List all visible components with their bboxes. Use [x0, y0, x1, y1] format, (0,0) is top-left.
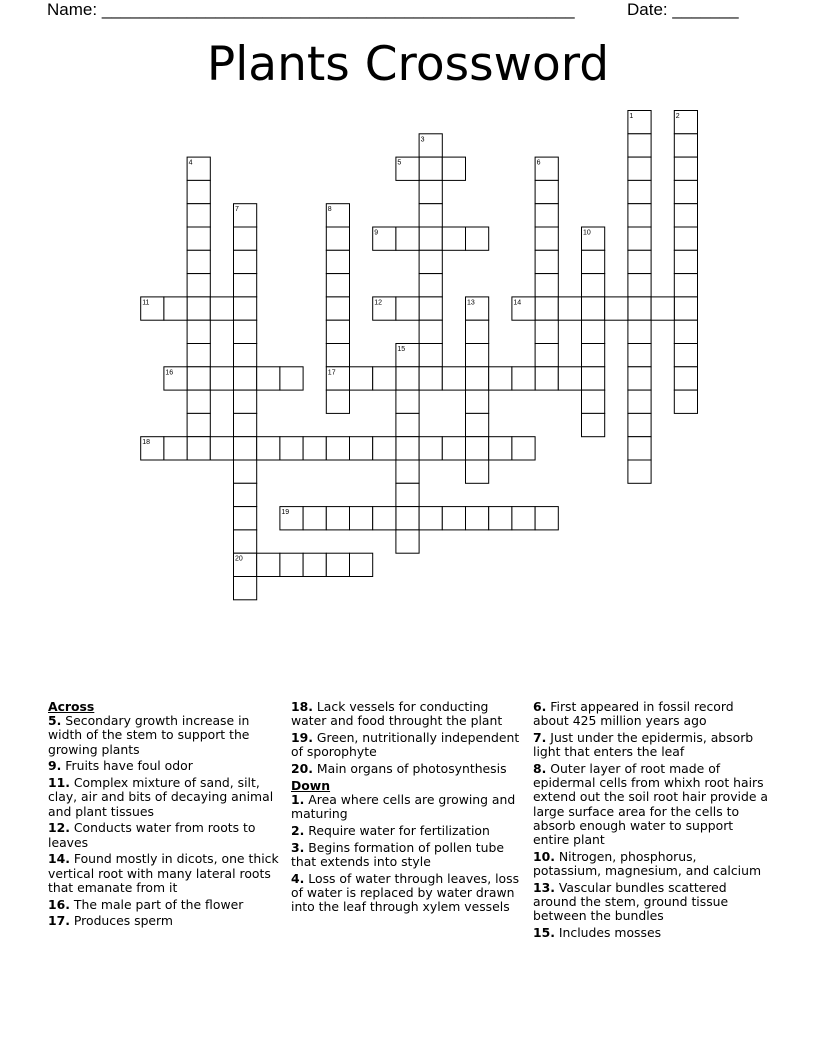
grid-cell[interactable] — [396, 390, 419, 413]
clue-number-10: 10 — [583, 229, 591, 237]
name-field[interactable] — [47, 0, 575, 20]
grid-cell[interactable] — [582, 297, 605, 320]
grid-cell[interactable] — [234, 204, 257, 227]
grid-cell[interactable] — [350, 367, 373, 390]
clue-down-10: 10. Nitrogen, phosphorus, potassium, magnesium, and calcium — [533, 848, 762, 879]
grid-cell[interactable] — [396, 344, 419, 367]
grid-cell[interactable] — [234, 297, 257, 320]
clues-column-3 — [533, 700, 768, 943]
grid-cell[interactable] — [535, 157, 558, 180]
across-heading: Across — [48, 699, 95, 714]
grid-cell[interactable] — [187, 367, 210, 390]
clue-down-1: 1. Area where cells are growing and maturing — [291, 792, 516, 822]
grid-cell[interactable] — [419, 250, 442, 273]
grid-cell[interactable] — [489, 437, 512, 460]
grid-cell[interactable] — [674, 157, 697, 180]
grid-cell[interactable] — [512, 297, 535, 320]
clue-down-2: 2. Require water for fertilization — [291, 823, 490, 838]
clue-down-13: 13. Vascular bundles scattered around the stem, ground tissue between the bundles — [533, 879, 729, 924]
grid-cell[interactable] — [582, 320, 605, 343]
clue-down-8: 8. Outer layer of root made of epidermal cells from whixh root hairs extend out the soil root hair provide a large surface area for the cells to absorb enough water to support entire plant — [533, 761, 769, 848]
grid-cell[interactable] — [373, 507, 396, 530]
grid-cell[interactable] — [535, 180, 558, 203]
clue-across-20: 20. Main organs of photosynthesis — [291, 761, 507, 776]
grid-cell[interactable] — [396, 437, 419, 460]
grid-cell[interactable] — [326, 297, 349, 320]
grid-cell[interactable] — [628, 297, 651, 320]
grid-cell[interactable] — [628, 204, 651, 227]
grid-cell[interactable] — [187, 344, 210, 367]
grid-cell[interactable] — [628, 437, 651, 460]
grid-cell[interactable] — [234, 530, 257, 553]
grid-cell[interactable] — [396, 413, 419, 436]
grid-cell[interactable] — [396, 460, 419, 483]
grid-cell[interactable] — [187, 274, 210, 297]
grid-cell[interactable] — [628, 274, 651, 297]
grid-cell[interactable] — [210, 297, 233, 320]
grid-cell[interactable] — [326, 507, 349, 530]
grid-cell[interactable] — [419, 437, 442, 460]
grid-cell[interactable] — [234, 483, 257, 506]
clue-number-5: 5 — [397, 159, 402, 167]
grid-cell[interactable] — [234, 460, 257, 483]
grid-cell[interactable] — [187, 250, 210, 273]
grid-cell[interactable] — [535, 274, 558, 297]
grid-cell[interactable] — [303, 437, 326, 460]
clue-number-16: 16 — [165, 369, 174, 377]
down-heading: Down — [291, 777, 331, 793]
grid-cell[interactable] — [535, 344, 558, 367]
grid-cell[interactable] — [280, 367, 303, 390]
grid-cell[interactable] — [628, 413, 651, 436]
clue-across-16: 16. The male part of the flower — [48, 896, 244, 912]
grid-cell[interactable] — [674, 320, 697, 343]
grid-cell[interactable] — [419, 507, 442, 530]
grid-cell[interactable] — [419, 204, 442, 227]
grid-cell[interactable] — [512, 507, 535, 530]
clue-number-14: 14 — [513, 299, 522, 307]
grid-cell[interactable] — [326, 274, 349, 297]
grid-cell[interactable] — [187, 204, 210, 227]
grid-cell[interactable] — [419, 227, 442, 250]
grid-cell[interactable] — [350, 553, 373, 576]
grid-cell[interactable] — [489, 507, 512, 530]
grid-cell[interactable] — [396, 367, 419, 390]
grid-cell[interactable] — [187, 297, 210, 320]
clue-number-9: 9 — [374, 229, 379, 237]
clue-number-11: 11 — [142, 299, 150, 307]
clue-number-15: 15 — [397, 346, 406, 353]
clue-number-7: 7 — [235, 206, 239, 214]
grid-cell[interactable] — [674, 227, 697, 250]
grid-cell[interactable] — [535, 297, 558, 320]
grid-cell[interactable] — [674, 111, 697, 134]
grid-cell[interactable] — [187, 390, 210, 413]
grid-cell[interactable] — [466, 413, 489, 436]
grid-cell[interactable] — [280, 437, 303, 460]
clue-number-19: 19 — [281, 509, 290, 517]
grid-cell[interactable] — [419, 134, 442, 157]
grid-cell[interactable] — [234, 390, 257, 413]
grid-cell[interactable] — [187, 437, 210, 460]
grid-cell[interactable] — [234, 320, 257, 343]
page-title: Plants Crossword — [206, 37, 610, 92]
date-line: _______ — [672, 0, 739, 19]
grid-cell[interactable] — [187, 320, 210, 343]
grid-cell[interactable] — [512, 367, 535, 390]
grid-cell[interactable] — [628, 367, 651, 390]
clue-across-19: 19. Green, nutritionally independent of sporophyte — [291, 730, 520, 760]
grid-cell[interactable] — [234, 577, 257, 600]
clue-number-18: 18 — [142, 439, 150, 447]
grid-cell[interactable] — [419, 180, 442, 203]
grid-cell[interactable] — [326, 344, 349, 367]
grid-cell[interactable] — [628, 250, 651, 273]
grid-cell[interactable] — [466, 507, 489, 530]
grid-cell[interactable] — [396, 507, 419, 530]
grid-cell[interactable] — [535, 204, 558, 227]
grid-cell[interactable] — [419, 344, 442, 367]
grid-cell[interactable] — [628, 157, 651, 180]
grid-cell[interactable] — [674, 134, 697, 157]
grid-cell[interactable] — [628, 180, 651, 203]
grid-cell[interactable] — [442, 437, 465, 460]
grid-cell[interactable] — [651, 297, 674, 320]
grid-cell[interactable] — [280, 553, 303, 576]
grid-cell[interactable] — [234, 250, 257, 273]
clue-across-5: 5. Secondary growth increase in width of the stem to support the growing plants — [48, 713, 250, 757]
grid-cell[interactable] — [466, 390, 489, 413]
grid-cell[interactable] — [164, 437, 187, 460]
grid-cell[interactable] — [674, 297, 697, 320]
grid-cell[interactable] — [373, 367, 396, 390]
grid-cell[interactable] — [628, 344, 651, 367]
grid-cell[interactable] — [257, 437, 280, 460]
grid-cell[interactable] — [419, 274, 442, 297]
grid-cell[interactable] — [234, 274, 257, 297]
grid-cell[interactable] — [419, 320, 442, 343]
grid-cell[interactable] — [326, 437, 349, 460]
grid-cell[interactable] — [558, 367, 581, 390]
clue-down-4: 4. Loss of water through leaves, loss of water is replaced by water drawn into the leaf through xylem vessels — [291, 870, 520, 915]
clues-column-2 — [291, 700, 523, 917]
grid-cell[interactable] — [396, 530, 419, 553]
grid-cell[interactable] — [535, 320, 558, 343]
grid-cell[interactable] — [535, 227, 558, 250]
grid-cell[interactable] — [442, 367, 465, 390]
grid-cell[interactable] — [582, 367, 605, 390]
grid-cell[interactable] — [164, 297, 187, 320]
grid-cell[interactable] — [582, 250, 605, 273]
grid-cell[interactable] — [234, 553, 257, 576]
clue-across-17: 17. Produces sperm — [48, 913, 174, 929]
grid-cell[interactable] — [303, 507, 326, 530]
grid-cell[interactable] — [396, 227, 419, 250]
grid-cell[interactable] — [674, 250, 697, 273]
grid-cell[interactable] — [187, 180, 210, 203]
clue-number-12: 12 — [374, 299, 382, 307]
grid-cell[interactable] — [674, 390, 697, 413]
grid-cell[interactable] — [326, 367, 349, 390]
date-label: Date: — [627, 0, 668, 19]
grid-cell[interactable] — [419, 297, 442, 320]
grid-cell[interactable] — [234, 344, 257, 367]
grid-cell[interactable] — [674, 367, 697, 390]
grid-cell[interactable] — [628, 320, 651, 343]
grid-cell[interactable] — [419, 367, 442, 390]
grid-cell[interactable] — [442, 507, 465, 530]
grid-cell[interactable] — [582, 227, 605, 250]
grid-cell[interactable] — [628, 134, 651, 157]
grid-cell[interactable] — [187, 157, 210, 180]
grid-cell[interactable] — [535, 250, 558, 273]
clue-number-1: 1 — [629, 113, 634, 120]
grid-cell[interactable] — [234, 413, 257, 436]
grid-cell[interactable] — [326, 553, 349, 576]
grid-cell[interactable] — [326, 390, 349, 413]
clue-number-13: 13 — [467, 299, 475, 307]
grid-cell[interactable] — [303, 553, 326, 576]
grid-cell[interactable] — [234, 367, 257, 390]
clue-down-6: 6. First appeared in fossil record about 425 million years ago — [533, 699, 734, 729]
grid-cell[interactable] — [466, 460, 489, 483]
grid-cell[interactable] — [234, 227, 257, 250]
grid-cell[interactable] — [582, 390, 605, 413]
date-field[interactable] — [627, 0, 739, 20]
grid-cell[interactable] — [582, 274, 605, 297]
clue-number-3: 3 — [420, 136, 425, 144]
grid-cell[interactable] — [582, 413, 605, 436]
grid-cell[interactable] — [350, 437, 373, 460]
clues-column-1 — [48, 700, 280, 931]
grid-cell[interactable] — [373, 227, 396, 250]
grid-cell[interactable] — [674, 204, 697, 227]
clue-across-11: 11. Complex mixture of sand, silt, clay, air and bits of decaying animal and plant tissues — [48, 775, 274, 819]
grid-cell[interactable] — [187, 413, 210, 436]
clue-across-14: 14. Found mostly in dicots, one thick vertical root with many lateral roots that emanate from it — [48, 851, 279, 895]
name-line: __________________________________________________ — [101, 0, 575, 19]
grid-cell[interactable] — [535, 507, 558, 530]
clue-number-4: 4 — [188, 159, 193, 167]
clue-across-9: 9. Fruits have foul odor — [48, 758, 193, 774]
grid-cell[interactable] — [326, 204, 349, 227]
grid-cell[interactable] — [350, 507, 373, 530]
grid-cell[interactable] — [442, 227, 465, 250]
clue-across-12: 12. Conducts water from roots to leaves — [48, 820, 256, 850]
grid-cell[interactable] — [141, 297, 164, 320]
grid-cell[interactable] — [257, 553, 280, 576]
grid-cell[interactable] — [257, 367, 280, 390]
grid-cell[interactable] — [280, 507, 303, 530]
grid-cell[interactable] — [466, 297, 489, 320]
grid-cell[interactable] — [605, 297, 628, 320]
clue-number-17: 17 — [327, 369, 336, 377]
grid-cell[interactable] — [326, 227, 349, 250]
grid-cell[interactable] — [466, 344, 489, 367]
grid-cell[interactable] — [210, 367, 233, 390]
clue-number-20: 20 — [235, 555, 243, 563]
grid-cell[interactable] — [234, 507, 257, 530]
grid-cell[interactable] — [582, 344, 605, 367]
grid-cell[interactable] — [558, 297, 581, 320]
grid-cell[interactable] — [141, 437, 164, 460]
grid-cell[interactable] — [674, 180, 697, 203]
grid-cell[interactable] — [210, 437, 233, 460]
grid-cell[interactable] — [466, 320, 489, 343]
grid-cell[interactable] — [234, 437, 257, 460]
grid-cell[interactable] — [628, 227, 651, 250]
grid-cell[interactable] — [466, 367, 489, 390]
clue-down-3: 3. Begins formation of pollen tube that extends into style — [291, 839, 504, 869]
grid-cell[interactable] — [628, 460, 651, 483]
grid-cell[interactable] — [396, 483, 419, 506]
grid-cell[interactable] — [164, 367, 187, 390]
grid-cell[interactable] — [489, 367, 512, 390]
grid-cell[interactable] — [535, 367, 558, 390]
grid-cell[interactable] — [628, 111, 651, 134]
grid-cell[interactable] — [373, 297, 396, 320]
grid-cell[interactable] — [466, 437, 489, 460]
grid-cell[interactable] — [326, 320, 349, 343]
grid-cell[interactable] — [396, 297, 419, 320]
clue-number-8: 8 — [327, 206, 332, 214]
grid-cell[interactable] — [187, 227, 210, 250]
grid-cell[interactable] — [466, 227, 489, 250]
grid-cell[interactable] — [512, 437, 535, 460]
grid-cell[interactable] — [326, 250, 349, 273]
grid-cell[interactable] — [674, 344, 697, 367]
grid-cell[interactable] — [396, 157, 419, 180]
clue-down-15: 15. Includes mosses — [533, 925, 662, 941]
grid-cell[interactable] — [419, 157, 442, 180]
grid-cell[interactable] — [628, 390, 651, 413]
name-label: Name: — [47, 0, 98, 19]
clue-number-6: 6 — [536, 159, 541, 167]
grid-cell[interactable] — [442, 157, 465, 180]
grid-cell[interactable] — [674, 274, 697, 297]
grid-cell[interactable] — [373, 437, 396, 460]
clue-down-7: 7. Just under the epidermis, absorb light that enters the leaf — [533, 730, 754, 760]
clue-across-18: 18. Lack vessels for conducting water and food throught the plant — [291, 699, 503, 729]
clue-number-2: 2 — [675, 113, 680, 120]
